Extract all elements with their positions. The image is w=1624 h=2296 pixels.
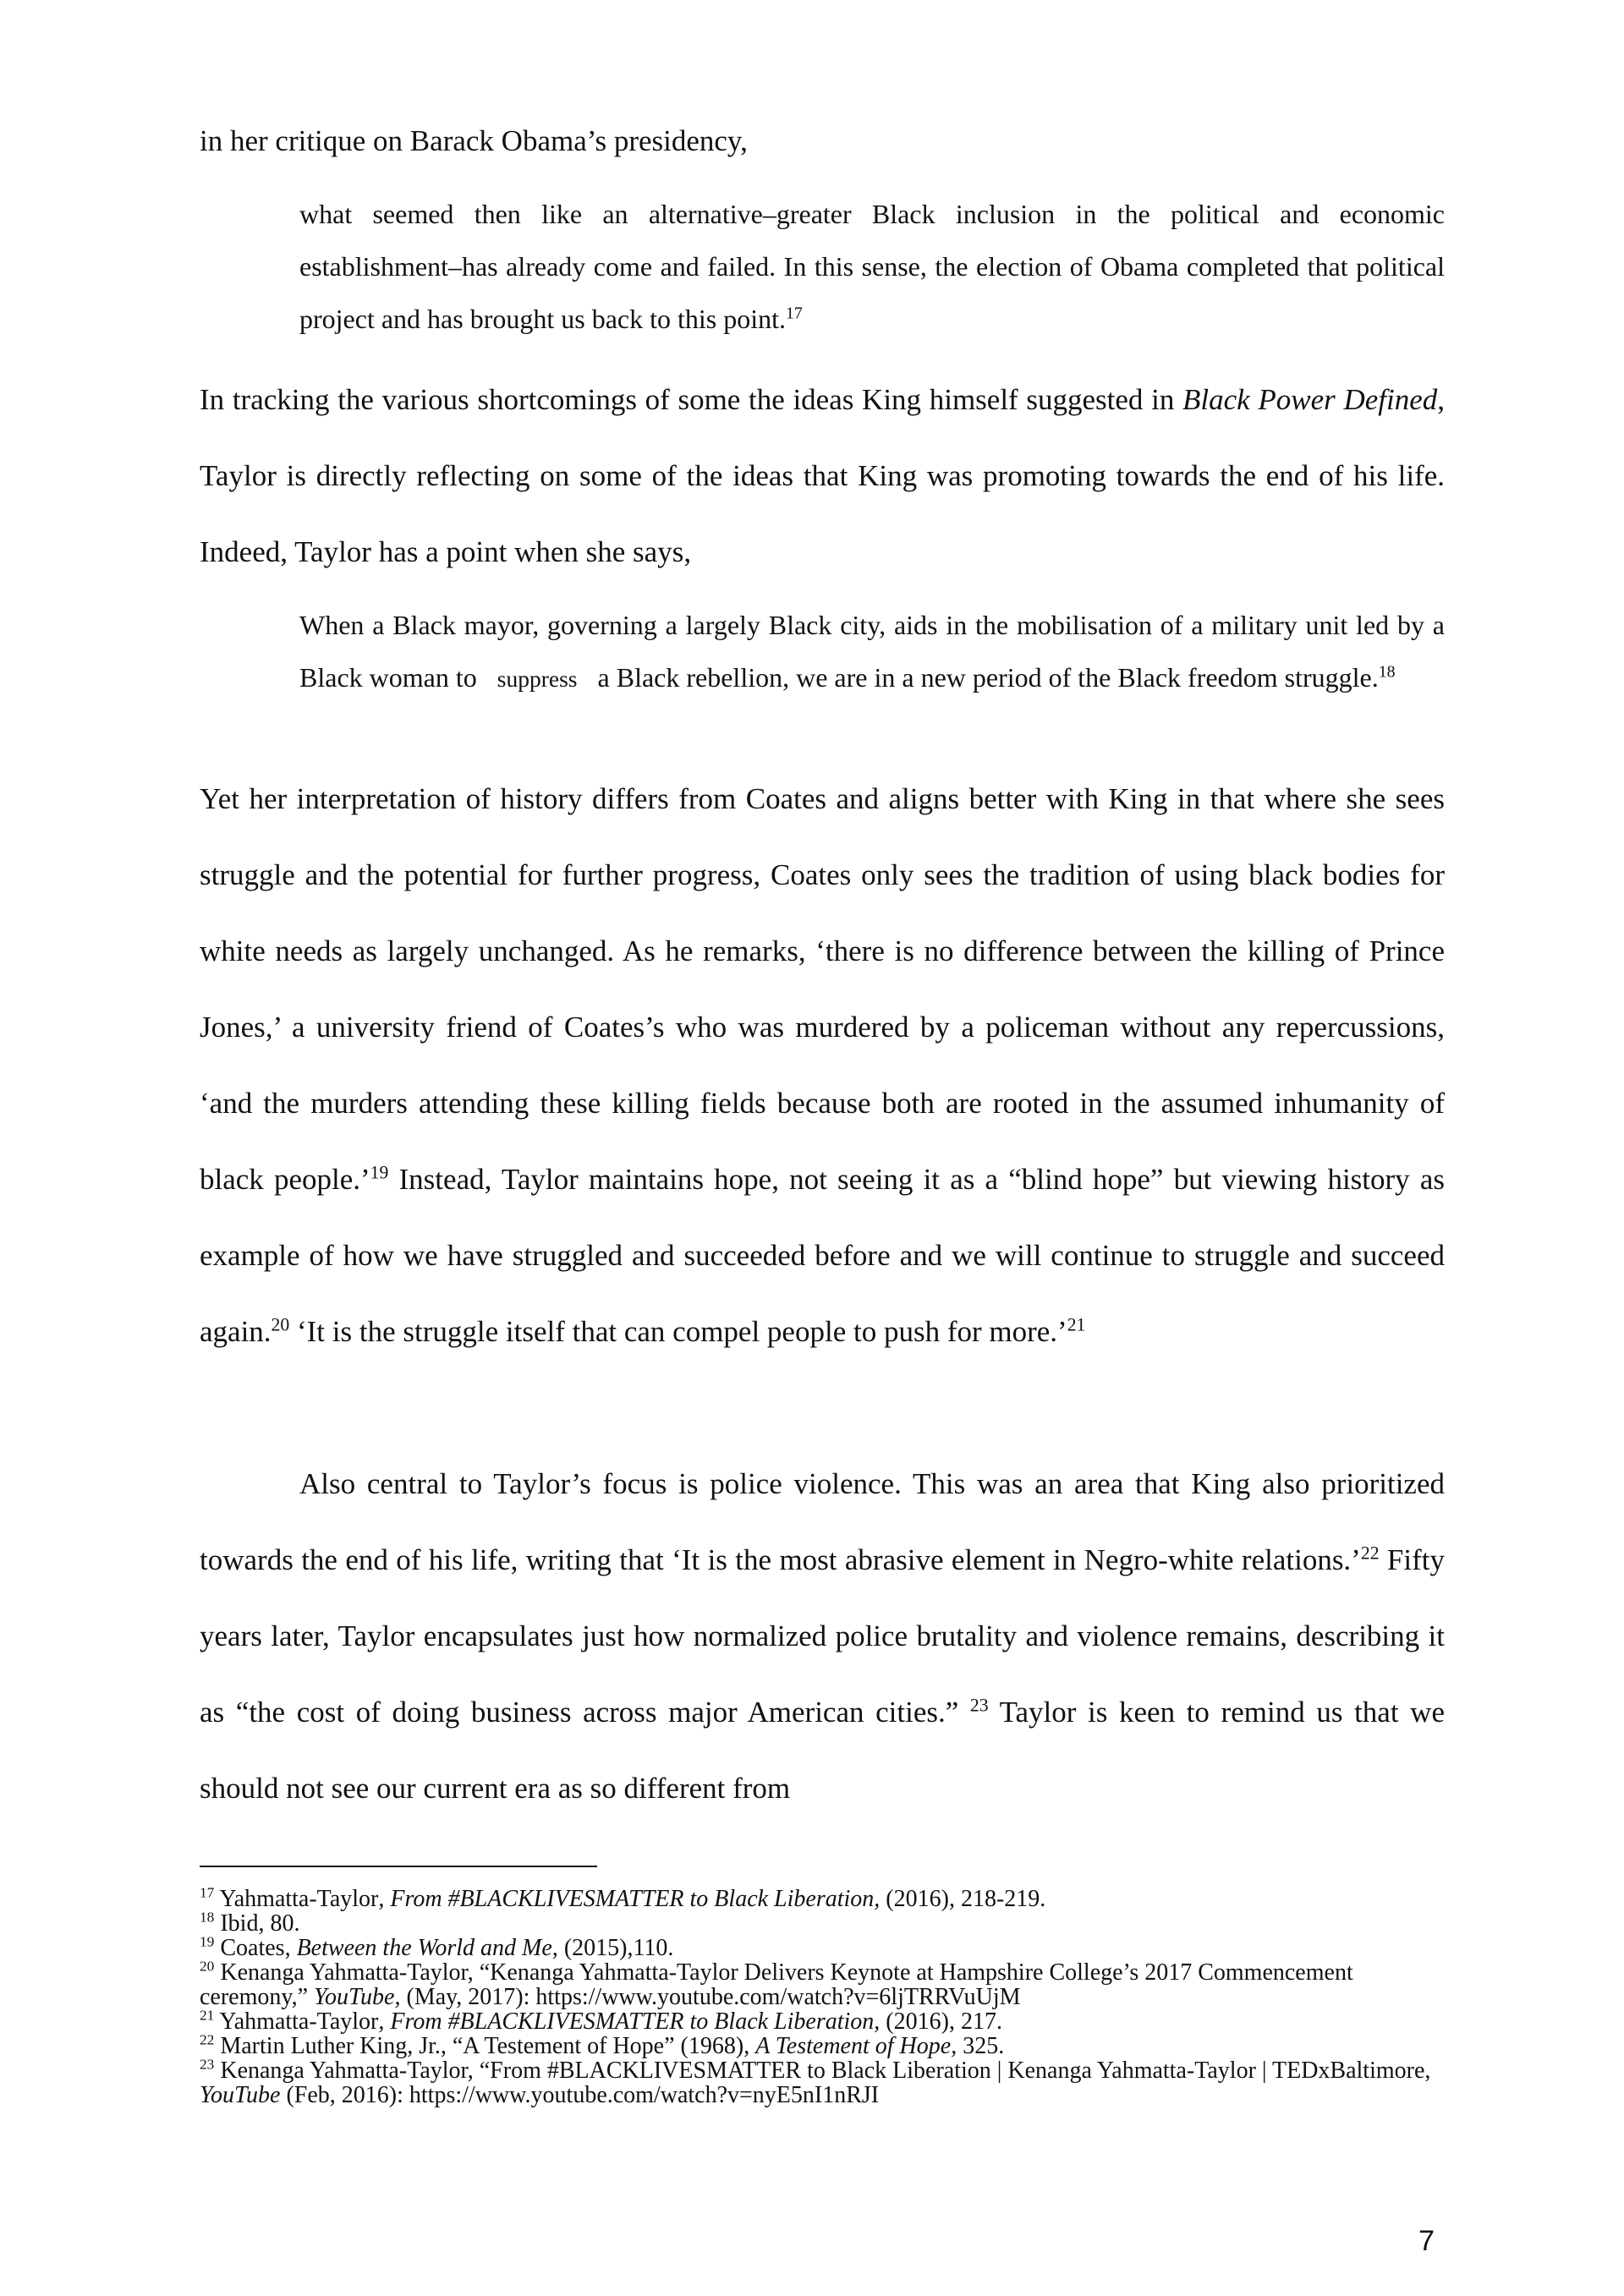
quote-word-suppress: suppress [497,666,578,692]
footnote-18: $^{18}$ Ibid, 80. [200,1909,300,1937]
footnote-20: $^{20}$ Kenanga Yahmatta-Taylor, “Kenanga Yahmatta-Taylor Delivers Keynote at Hampshire College’s 2017 Commencement ceremony,” YouTube, (May, 2017): https://www.youtube.com/watch?v=6ljTRRVuUjM [200,1958,1353,2010]
footnote-ref-18: 18 [1378,662,1396,682]
page-number: 7 [1418,2225,1435,2257]
footnote-ref-19: 19 [370,1162,389,1183]
paragraph-2: In tracking the various shortcomings of some the ideas King himself suggested in Black Power Defined, Taylor is directly reflecting on some of the ideas that King was promoting towards the end of his life. Indeed, Taylor has a point when she says, [200,383,1445,568]
footnote-ref-23: 23 [969,1695,989,1716]
footnote-ref-20: 20 [271,1314,290,1335]
block-quote-1: what seemed then like an alternative–greater Black inclusion in the political and economic establishment–has already come and failed. In this sense, the election of Obama completed that political project and has brought us back to this point.$^{17}$ [299,199,1445,334]
footnote-ref-17: 17 [786,304,803,323]
intro-line: in her critique on Barack Obama’s presidency, [200,124,748,157]
block-quote-2: When a Black mayor, governing a largely Black city, aids in the mobilisation of a military unit led by a Black woman to suppress a Black rebellion, we are in a new period of the Black freedom struggle.$^{18}$ [299,610,1445,693]
footnote-separator [200,1866,597,1867]
paragraph-4: Also central to Taylor’s focus is police violence. This was an area that King also prioritized towards the end of his life, writing that ‘It is the most abrasive element in Negro-white relations.’$^{22}$ Fifty years later, Taylor encapsulates just how normalized police brutality and violence remains, describing it as “the cost of doing business across major American cities.” $^{23}$ Taylor is keen to remind us that we should not see our current era as so different from [200,1467,1445,1805]
footnote-19: $^{19}$ Coates, Between the World and Me, (2015),110. [200,1933,674,1961]
footnote-23: $^{23}$ Kenanga Yahmatta-Taylor, “From #BLACKLIVESMATTER to Black Liberation | Kenanga Yahmatta-Taylor | TEDxBaltimore, YouTube (Feb, 2016): https://www.youtube.com/watch?v=nyE5nI1nRJI [200,2056,1431,2108]
footnote-ref-22: 22 [1360,1543,1380,1564]
footnote-21: $^{21}$ Yahmatta-Taylor, From #BLACKLIVESMATTER to Black Liberation, (2016), 217. [200,2007,1002,2035]
book-title: Black Power Defined [1182,383,1438,416]
footnote-ref-21: 21 [1067,1314,1086,1335]
footnote-22: $^{22}$ Martin Luther King, Jr., “A Testement of Hope” (1968), A Testement of Hope, 325. [200,2031,1005,2059]
footnote-17: $^{17}$ Yahmatta-Taylor, From #BLACKLIVESMATTER to Black Liberation, (2016), 218-219. [200,1884,1046,1912]
paragraph-3: Yet her interpretation of history differs from Coates and aligns better with King in that where she sees struggle and the potential for further progress, Coates only sees the tradition of using black bodies for white needs as largely unchanged. As he remarks, ‘there is no difference between the killing of Prince Jones,’ a university friend of Coates’s who was murdered by a policeman without any repercussions, ‘and the murders attending these killing fields because both are rooted in the assumed inhumanity of black people.’$^{19}$ Instead, Taylor maintains hope, not seeing it as a “blind hope” but viewing history as example of how we have struggled and succeeded before and we will continue to struggle and succeed again.$^{20}$ ‘It is the struggle itself that can compel people to push for more.’$^{21}$ [200,782,1445,1348]
